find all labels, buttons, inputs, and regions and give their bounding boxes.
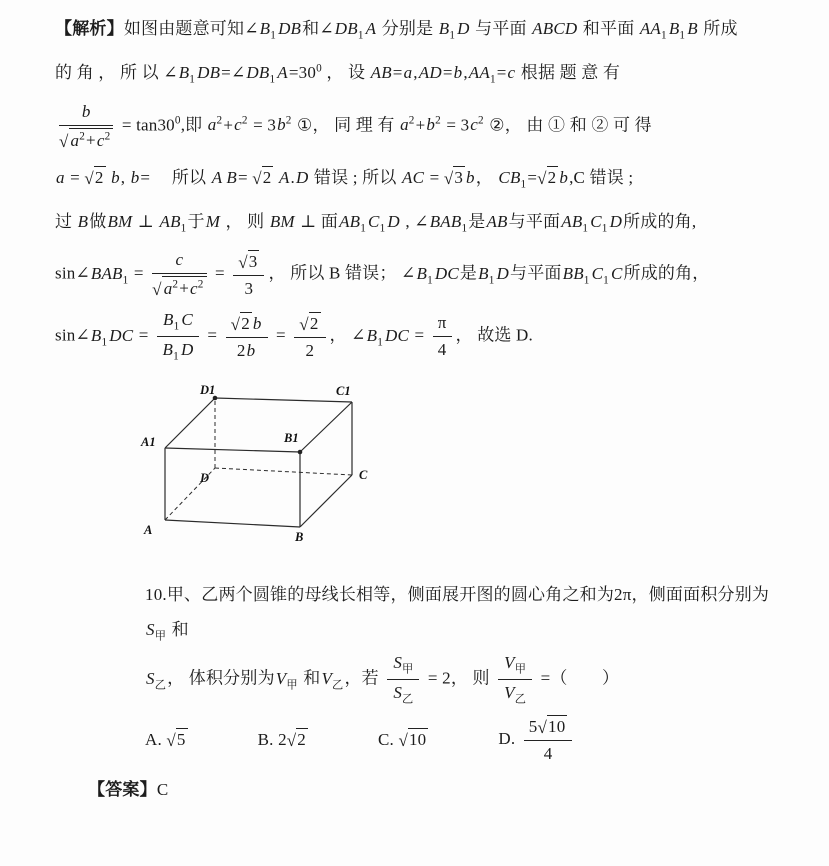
vertex-label-b: B — [295, 530, 304, 545]
solution-line-7: $\sin\angle B_1$ DC = $\frac{B_1 C}{B_1 D}$ = $\frac{√2 b}{2b}$ = $\frac{√2}{2}$ ， $\angle B_1$ DC = $\frac{\pi}{4}$ ， 故选 D. — [55, 310, 533, 363]
solution-line-2: 的 角 ， 所 以 $\angle B_1$ $DB=\angle DB_1$ $A=30^0$ ， 设 $AB=a,AD=b,AA_1=c$ 根据 题 意 有 — [55, 62, 621, 86]
question-10-line-2: $S_乙$， 体积分别为$V_甲$ 和$V_乙$，若 $\frac{S_甲}{S_乙}$ = 2， 则 $\frac{V_甲}{V_乙}$ =（ ） — [146, 653, 620, 706]
vertex-label-c1: C1 — [336, 384, 351, 399]
solution-line-4: a = √2 b, b= 所以 A B= √2 A.D 错误 ; 所以 AC = √3 b， $CB_1=√2$ b,C 错误 ; — [56, 167, 634, 190]
solution-line-6: $\sin\angle BAB_1$ = $\frac{c}{√ a^2+c^2}$ = $\frac{√3}{3}$ ， 所以 B 错误； $\angle B_1$ DC是$B_1$ D与平面$BB_1$ $C_1$ C所成的角， — [55, 250, 710, 300]
question-10-line-1: 10.甲、乙两个圆锥的母线长相等，侧面展开图的圆心角之和为2π，侧面面积分别为$S_甲$ 和 — [145, 585, 770, 643]
solution-section — [55, 12, 791, 364]
option-b: B. 2√2 — [257, 729, 306, 750]
cuboid-diagram — [140, 380, 410, 555]
solution-line-5: 过 B做BM ⊥ $AB_1$于M ， 则 BM ⊥ 面$AB_1$ $C_1$ D , $\angle BAB_1$是AB与平面$AB_1$ $C_1$ D所成的角, — [55, 211, 697, 235]
vertex-label-d1: D1 — [200, 383, 216, 398]
vertex-label-b1: B1 — [284, 431, 299, 446]
cuboid-figure — [140, 380, 791, 560]
answer-line: 【答案】C — [88, 780, 169, 800]
vertex-label-c: C — [359, 468, 368, 483]
solution-line-3: $\frac{b}{√ a^2+c^2}$ = $\tan 30^0$,即 $a^2+c^2 = 3b^2$ ①， 同 理 有 $a^2+b^2 = 3c^2$ ②， 由 ① 和 ② 可 得 — [59, 101, 652, 151]
vertex-label-a: A — [144, 523, 153, 538]
solution-line-1: 【解析】如图由题意可知$\angle B_1$ DB和$\angle DB_1$ A 分别是 $B_1$ D 与平面 ABCD 和平面 $AA_1$ $B_1$ B 所成 — [55, 19, 738, 42]
option-d: D. $\frac{5√10}{4}$ — [498, 715, 576, 765]
option-c: C. √10 — [378, 729, 427, 750]
vertex-label-d: D — [200, 471, 210, 486]
cuboid-hidden-edges — [165, 398, 352, 520]
options-row — [145, 715, 790, 765]
vertex-dot-b1 — [298, 450, 303, 455]
option-a: A. √5 — [145, 729, 186, 750]
vertex-label-a1: A1 — [141, 435, 156, 450]
cuboid-solid-edges — [165, 398, 352, 527]
question-10 — [145, 578, 790, 765]
